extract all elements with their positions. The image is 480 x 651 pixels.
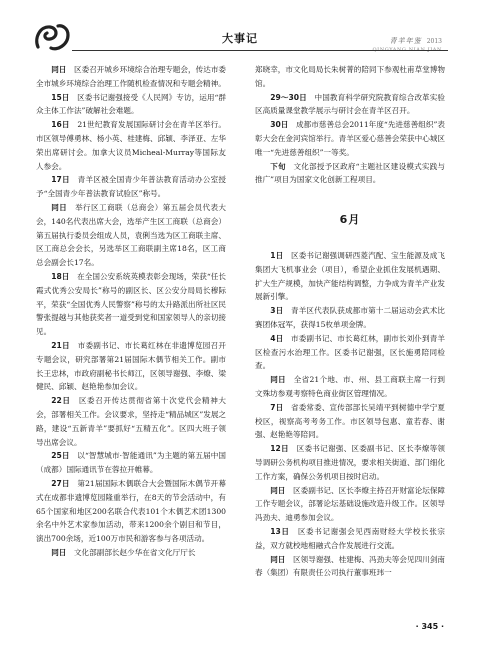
entry-date: 下旬 — [270, 161, 286, 171]
chronicle-entry — [36, 118, 226, 173]
entry-date: 3日 — [270, 306, 284, 316]
entry-text: 区委副书记、区长李燎主持召开财富论坛保障工作专题会议，部署论坛基础设施改造升级工作。区领导冯劲夫、迪勇参加会议。 — [255, 485, 446, 523]
entry-date: 1日 — [270, 250, 284, 260]
chronicle-entry — [255, 118, 445, 159]
entry-date: 4日 — [270, 333, 284, 343]
entry-text: 区委召开传达贯彻省第十次党代会精神大会，部署相关工作。会议要求，坚持走“精品城区”发展之路，建设“五新青羊”要抓好“五精五化”。区四大班子领导出席会议。 — [36, 396, 227, 447]
entry-date: 16日 — [51, 120, 70, 130]
chronicle-entry — [255, 160, 445, 188]
right-column-entries-june — [255, 249, 445, 580]
chronicle-entry — [255, 373, 445, 401]
chronicle-entry — [255, 91, 445, 119]
chronicle-entry — [36, 270, 226, 339]
entry-date: 30日 — [270, 120, 289, 130]
entry-date: 21日 — [51, 340, 70, 350]
entry-date: 22日 — [51, 396, 71, 406]
entry-date: 29～30日 — [270, 92, 307, 102]
chronicle-entry — [36, 201, 226, 270]
entry-text: 成都市慈善总会2011年度“先进慈善组织”表彰大会在金河宾馆举行。青羊区爱心慈善会荣获中心城区唯一“先进慈善组织”一等奖。 — [255, 120, 446, 157]
entry-text: 区委书记谢强调研西菱汽配、宝生能源及成飞集团大飞机事业会（项目），希望企业抓住发展机遇期、扩大生产规模，加快产能结构调整，力争成为青羊产业发展新引擎。 — [255, 250, 446, 302]
page-header — [0, 0, 480, 58]
chronicle-entry — [36, 91, 226, 119]
chronicle-entry — [255, 525, 445, 553]
entry-date: 同日 — [51, 547, 67, 557]
entry-text: 全省21个地、市、州、县工商联主席一行到文殊坊参观考察特色商业街区管理情况。 — [255, 375, 446, 398]
entry-text: 市委副书记、市长葛红林，副市长刘仆到青羊区检查污水治理工作。区委书记谢强，区长施勇陪同检查。 — [255, 333, 446, 371]
entry-text: 文化部副部长赵少华在省文化厅厅长 — [73, 547, 196, 557]
entry-date: 同日 — [270, 554, 286, 564]
brand-year: 2013 — [426, 38, 442, 45]
month-heading: 6月 — [339, 213, 361, 227]
entry-date: 18日 — [51, 271, 70, 281]
entry-date: 同日 — [270, 375, 286, 385]
entry-text: 区委书记谢强会见西南财经大学校长张宗益，双方就校地相融式合作发展进行交流。 — [255, 526, 446, 550]
chronicle-entry — [255, 304, 445, 332]
chronicle-entry — [36, 63, 226, 91]
entry-date: 同日 — [51, 202, 68, 212]
entry-date: 17日 — [51, 175, 70, 185]
entry-text: 中国教育科学研究院教育综合改革实验区高质量课堂教学展示与研讨会在青羊区召开。 — [255, 92, 446, 116]
chronicle-entry — [255, 442, 445, 483]
right-column-entries-may — [255, 63, 445, 187]
left-column — [36, 63, 226, 560]
chronicle-entry — [36, 173, 226, 201]
entry-date: 7日 — [270, 402, 284, 412]
chronicle-entry — [255, 63, 445, 91]
brand-name: 青羊年鉴 — [389, 37, 422, 45]
entry-text: 在全国公安系统英模表彰会现场，荣获“任长霞式优秀公安局长”称号的副区长、区公安分局局长穆际平，荣获“全国优秀人民警察”称号的太升路派出所社区民警张提越与其他获奖者一道受到党和国家领导人的亲切接见。 — [36, 271, 227, 337]
chronicle-entry — [255, 553, 445, 581]
page-number: · 345 · — [415, 622, 444, 631]
chronicle-entry — [36, 546, 226, 560]
entry-text: 文化部授予区政府“主题社区建设模式实践与推广”项目为国家文化创新工程项目。 — [255, 161, 446, 185]
chronicle-entry — [255, 401, 445, 442]
entry-date: 25日 — [51, 451, 70, 461]
entry-text: 区委书记谢强接受《人民网》专访，运用“群众主体工作法”破解社会难题。 — [36, 92, 226, 116]
entry-date: 13日 — [270, 526, 290, 536]
entry-text: 省委常委、宣传部部长吴靖平到树德中学宁夏校区，视察高考考务工作。市区领导包惠、童若春、谢强、赵艳艳等陪同。 — [255, 402, 446, 440]
section-title: 大事记 — [222, 32, 258, 45]
entry-text: 青羊区代表队获成都市第十二届运动会武术比赛团体冠军，获得15枚单项金牌。 — [255, 306, 446, 329]
entry-text: 举行区工商联（总商会）第五届会员代表大会，140名代表出席大会，选举产生区工商联（总商会）第五届执行委员会组成人员，袁俐当选为区工商联主席、区工商总会会长，另选举区工商联副主席18名，区工商总会副会长17名。 — [36, 202, 227, 268]
chronicle-entry — [255, 484, 445, 525]
entry-text: 第21届国际木偶联合大会暨国际木偶节开幕式在成都非遗博览园隆重举行，在8天的节会活动中，有65个国家和地区200名联合代表101个木偶艺术团1300余名中外艺术家参加活动，带来1200余个剧目和节目，演出700余场，近100万市民和游客参与各项活动。 — [36, 478, 226, 544]
entry-text: 21世纪教育发展国际研讨会在青羊区举行。市区领导傅勇林、杨小英、桂建梅、邱颖、李泽亚、左华荣出席研讨会。加拿大议员Micheal-Murray等国际友人参会。 — [36, 120, 226, 171]
chronicle-entry — [36, 339, 226, 394]
entry-text: 市委副书记、市长葛红林在非遗博览园召开专题会议，研究部署第21届国际木偶节相关工作。副市长王忠林，市政府副秘书长师江，区领导谢强、李燎、梁健民、邱颖、赵艳艳参加会议。 — [36, 340, 227, 392]
header-rule — [72, 50, 448, 51]
chronicle-entry — [36, 477, 226, 546]
entry-text: 青羊区被全国青少年普法教育活动办公室授予“全国青少年普法教育试验区”称号。 — [36, 175, 227, 199]
entry-date: 27日 — [51, 478, 70, 488]
chronicle-entry — [36, 449, 226, 477]
right-column — [255, 63, 445, 580]
entry-date: 12日 — [270, 444, 289, 454]
chronicle-entry — [36, 394, 226, 449]
chronicle-entry — [255, 249, 445, 304]
entry-text: 区委召开城乡环境综合治理专题会，传达市委全市城乡环境综合治理工作随机检查情况和专题会精神。 — [36, 65, 227, 88]
entry-text: 以“智慧城市·智能通讯”为主题的第五届中国（成都）国际通讯节在蓉拉开帷幕。 — [36, 451, 227, 475]
entry-date: 15日 — [51, 92, 70, 102]
entry-date: 同日 — [270, 485, 286, 495]
chronicle-entry — [255, 332, 445, 373]
entry-text: 区领导谢强、桂建梅、冯劲夫等会见四川剑南春（集团）有限责任公司执行董事班玮一 — [255, 554, 446, 578]
entry-text: 区委书记谢强、区委副书记、区长李燎等领导调研公务机构项目推进情况，要求相关街道、部门细化工作方案，确保公务机项目按时启动。 — [255, 444, 446, 481]
entry-date: 同日 — [51, 65, 67, 74]
entry-text: 郑晓幸，市文化局局长朱树菁的陪同下参观杜甫草堂博物馆。 — [255, 65, 445, 88]
